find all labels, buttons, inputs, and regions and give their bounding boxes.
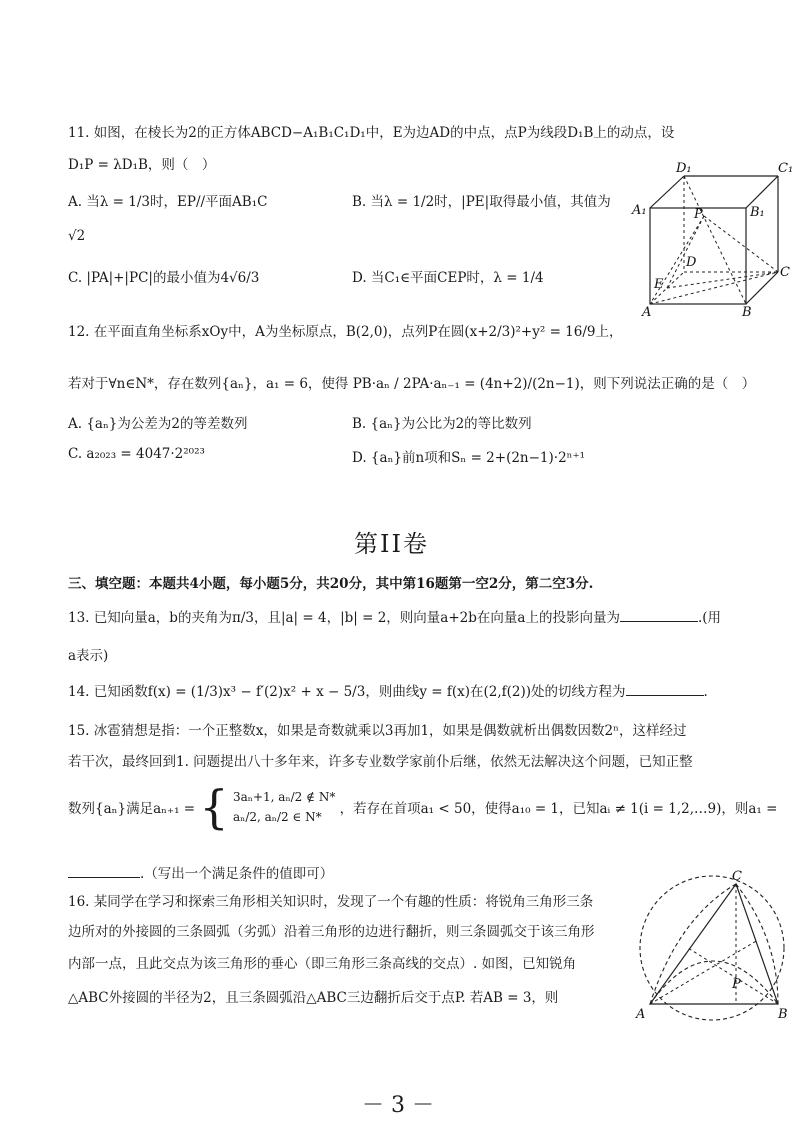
q11-option-b-value: √2 bbox=[68, 228, 86, 244]
tri-label-P: P bbox=[732, 977, 741, 992]
q16-line3: 内部一点，且此交点为该三角形的垂心（即三角形三条高线的交点）. 如图，已知锐角 bbox=[68, 956, 577, 972]
label-A: A bbox=[642, 305, 652, 320]
triangle-abc bbox=[650, 884, 778, 1004]
q12-line1: 12. 在平面直角坐标系xOy中，A为坐标原点，B(2,0)，点列P在圆(x+2/3)²+y² = 16/9上， bbox=[68, 324, 623, 340]
triangle-figure bbox=[628, 868, 794, 1024]
q15-line1: 15. 冰雹猜想是指：一个正整数x，如果是奇数就乘以3再加1，如果是偶数就析出偶数因数2ⁿ，这样经过 bbox=[68, 723, 687, 739]
q14-line bbox=[68, 680, 708, 700]
q15-answer-blank[interactable] bbox=[68, 865, 140, 878]
q15-hint: .（写出一个满足条件的值即可） bbox=[140, 866, 334, 882]
q13-text: 13. 已知向量a，b的夹角为π/3，且|a| = 4，|b| = 2，则向量a+2b在向量a上的投影向量为 bbox=[68, 610, 620, 626]
page-number: － 3 － bbox=[362, 1093, 434, 1118]
q11-option-c: C. |PA|+|PC|的最小值为4√6/3 bbox=[68, 270, 260, 286]
q12-option-a: A. {aₙ}为公差为2的等差数列 bbox=[68, 416, 248, 432]
q16-line2: 边所对的外接圆的三条圆弧（劣弧）沿着三角形的边进行翻折，则三条圆弧交于该三角形 bbox=[68, 924, 595, 940]
cube-figure bbox=[626, 158, 794, 320]
q13-line2: a表示) bbox=[68, 648, 109, 664]
q11-option-b: B. 当λ = 1/2时，|PE|取得最小值，其值为 bbox=[352, 194, 611, 210]
label-A1: A₁ bbox=[632, 203, 647, 218]
piecewise-brace: { bbox=[199, 780, 229, 834]
tri-label-A: A bbox=[636, 1007, 646, 1022]
q15-text-tail: ，若存在首项a₁ < 50，使得a₁₀ = 1，已知aᵢ ≠ 1(i = 1,2,…9)，则a₁ = bbox=[339, 801, 778, 817]
q12-option-c: C. a₂₀₂₃ = 4047·2²⁰²³ bbox=[68, 446, 205, 462]
q12-option-b: B. {aₙ}为公比为2的等比数列 bbox=[352, 416, 532, 432]
q15-line3 bbox=[68, 780, 778, 834]
fill-in-header: 三、填空题：本题共4小题，每小题5分，共20分，其中第16题第一空2分，第二空3分. bbox=[68, 576, 594, 592]
q16-line4: △ABC外接圆的半径为2，且三条圆弧沿△ABC三边翻折后交于点P. 若AB = 3，则 bbox=[68, 990, 559, 1006]
circumcircle bbox=[640, 876, 784, 1020]
q14-text-tail: . bbox=[703, 684, 708, 700]
label-P: P bbox=[694, 207, 703, 222]
q11-option-d: D. 当C₁∈平面CEP时，λ = 1/4 bbox=[352, 270, 544, 286]
q12-option-d: D. {aₙ}前n项和Sₙ = 2+(2n−1)·2ⁿ⁺¹ bbox=[352, 450, 586, 466]
label-D1: D₁ bbox=[676, 161, 692, 176]
label-B: B bbox=[742, 305, 752, 320]
tri-label-C: C bbox=[732, 869, 742, 884]
q13-answer-blank[interactable] bbox=[620, 609, 698, 622]
q15-line4 bbox=[68, 862, 333, 882]
case-2: aₙ/2, aₙ/2 ∈ N* bbox=[232, 810, 322, 824]
folded-arc-ab bbox=[650, 961, 778, 1004]
label-B1: B₁ bbox=[750, 205, 765, 220]
cube-front-face bbox=[650, 208, 746, 304]
label-D: D bbox=[686, 255, 697, 270]
label-C1: C₁ bbox=[778, 161, 794, 176]
label-E: E bbox=[654, 277, 664, 292]
q12-line2: 若对于∀n∈N*，存在数列{aₙ}，a₁ = 6，使得 PB·aₙ / 2PA·aₙ₋₁ = (4n+2)/(2n−1)，则下列说法正确的是（ ） bbox=[68, 376, 756, 392]
label-C: C bbox=[780, 265, 790, 280]
q11-option-a: A. 当λ = 1/3时，EP//平面AB₁C bbox=[68, 194, 268, 210]
q13-line1 bbox=[68, 606, 721, 626]
q14-answer-blank[interactable] bbox=[626, 683, 704, 696]
q15-text: 数列{aₙ}满足aₙ₊₁ = bbox=[68, 801, 196, 817]
q16-line1: 16. 某同学在学习和探索三角形相关知识时，发现了一个有趣的性质：将锐角三角形三条 bbox=[68, 894, 594, 910]
q11-line1: 11. 如图，在棱长为2的正方体ABCD−A₁B₁C₁D₁中，E为边AD的中点，点P为线段D₁B上的动点，设 bbox=[68, 125, 675, 141]
tri-label-B: B bbox=[778, 1007, 788, 1022]
section-title: 第II卷 bbox=[354, 530, 429, 558]
q14-text: 14. 已知函数f(x) = (1/3)x³ − f′(2)x² + x − 5/3，则曲线y = f(x)在(2,f(2))处的切线方程为 bbox=[68, 684, 626, 700]
case-1: 3aₙ+1, aₙ/2 ∉ N* bbox=[232, 790, 336, 804]
q11-line2: D₁P = λD₁B，则（ ） bbox=[68, 157, 216, 173]
q15-line2: 若干次，最终回到1. 问题提出八十多年来，许多专业数学家前仆后继，依然无法解决这个问题，已知正整 bbox=[68, 754, 693, 770]
piecewise-cases bbox=[233, 787, 335, 827]
q13-text-tail: .(用 bbox=[697, 610, 722, 626]
